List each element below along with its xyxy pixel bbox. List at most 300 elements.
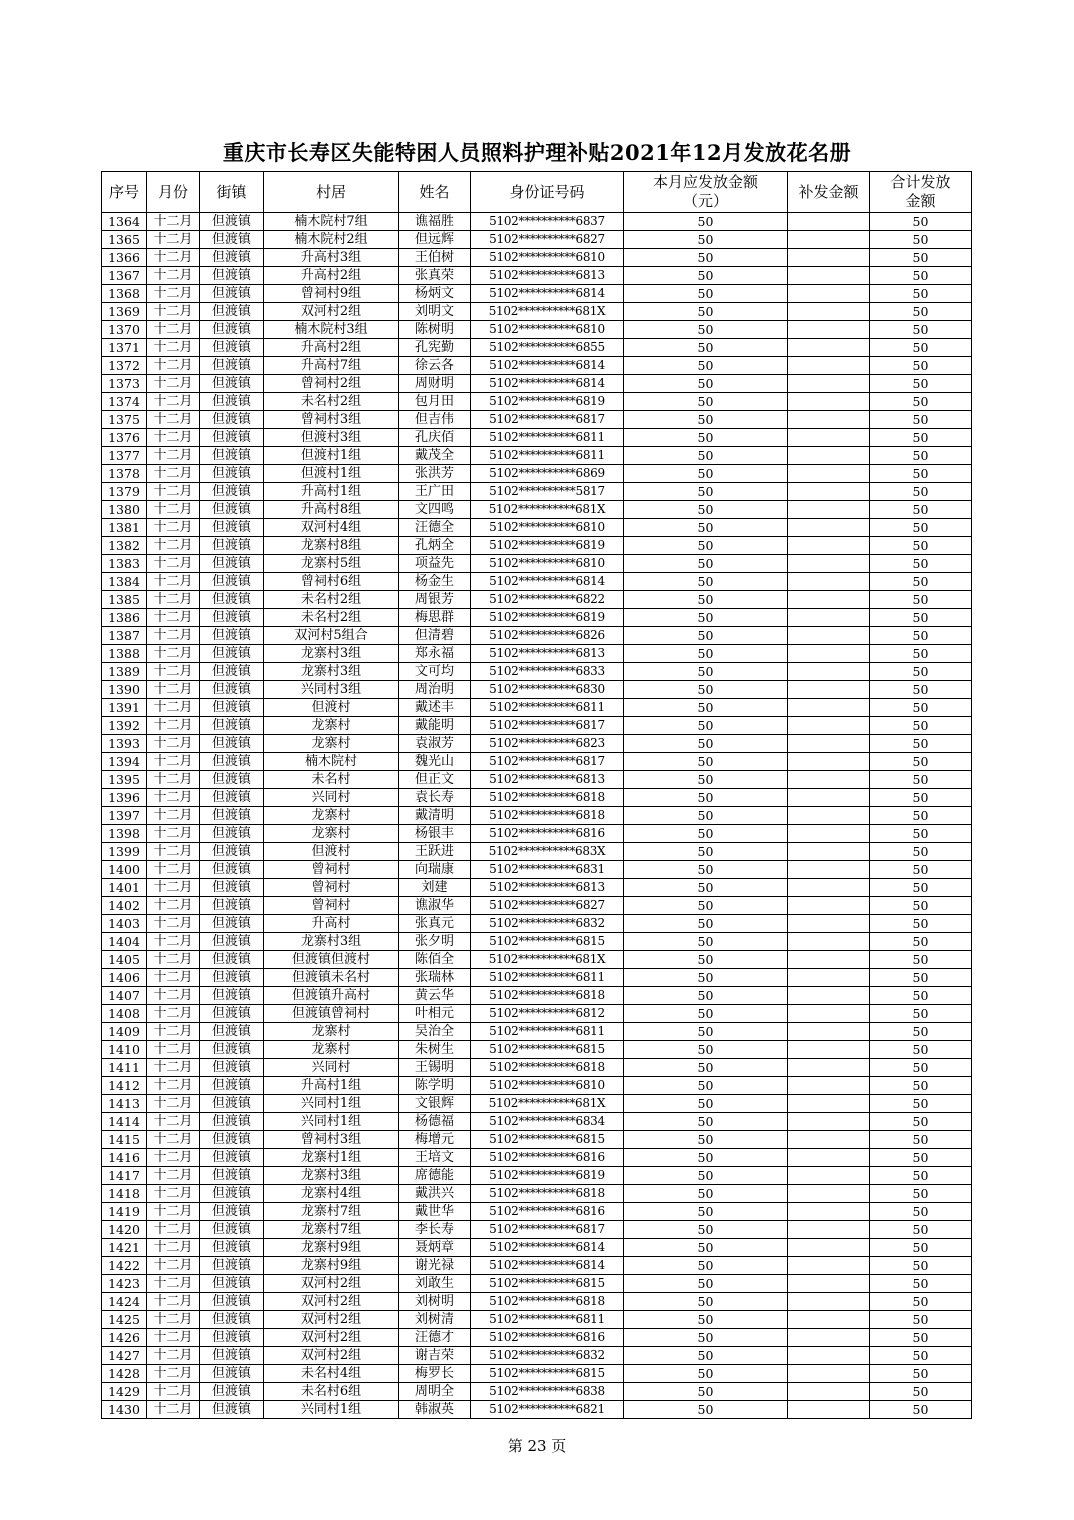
cell-village: 龙寨村 (264, 717, 399, 735)
cell-month: 十二月 (147, 1059, 200, 1077)
cell-id: 5102**********6810 (471, 555, 624, 573)
cell-name: 文四鸣 (399, 501, 471, 519)
cell-id: 5102**********6816 (471, 1149, 624, 1167)
cell-village: 双河村2组 (264, 1293, 399, 1311)
cell-supplement-amount (788, 969, 870, 987)
cell-due-amount: 50 (624, 267, 788, 285)
table-body (102, 213, 972, 1419)
table-row (102, 591, 972, 609)
cell-supplement-amount (788, 555, 870, 573)
cell-town: 但渡镇 (200, 1005, 264, 1023)
cell-name: 但正文 (399, 771, 471, 789)
cell-due-amount: 50 (624, 411, 788, 429)
cell-village: 双河村2组 (264, 1347, 399, 1365)
cell-seq: 1373 (102, 375, 147, 393)
cell-town: 但渡镇 (200, 681, 264, 699)
table-row (102, 933, 972, 951)
cell-name: 韩淑英 (399, 1401, 471, 1419)
cell-id: 5102**********6810 (471, 321, 624, 339)
cell-id: 5102**********6826 (471, 627, 624, 645)
cell-month: 十二月 (147, 1005, 200, 1023)
table-row (102, 267, 972, 285)
cell-name: 谢光禄 (399, 1257, 471, 1275)
cell-month: 十二月 (147, 1383, 200, 1401)
cell-town: 但渡镇 (200, 1365, 264, 1383)
cell-name: 戴茂全 (399, 447, 471, 465)
cell-seq: 1372 (102, 357, 147, 375)
cell-name: 但清碧 (399, 627, 471, 645)
cell-seq: 1364 (102, 213, 147, 231)
cell-name: 张瑞林 (399, 969, 471, 987)
cell-village: 兴同村 (264, 789, 399, 807)
cell-town: 但渡镇 (200, 483, 264, 501)
cell-village: 但渡村 (264, 843, 399, 861)
cell-id: 5102**********6834 (471, 1113, 624, 1131)
cell-village: 龙寨村8组 (264, 537, 399, 555)
cell-due-amount: 50 (624, 249, 788, 267)
cell-due-amount: 50 (624, 1149, 788, 1167)
cell-seq: 1394 (102, 753, 147, 771)
cell-seq: 1412 (102, 1077, 147, 1095)
cell-total-amount: 50 (870, 1311, 972, 1329)
cell-month: 十二月 (147, 1185, 200, 1203)
cell-town: 但渡镇 (200, 969, 264, 987)
cell-total-amount: 50 (870, 1203, 972, 1221)
cell-total-amount: 50 (870, 1005, 972, 1023)
cell-village: 曾祠村 (264, 879, 399, 897)
cell-village: 龙寨村1组 (264, 1149, 399, 1167)
cell-town: 但渡镇 (200, 1329, 264, 1347)
cell-seq: 1378 (102, 465, 147, 483)
cell-village: 升高村1组 (264, 483, 399, 501)
cell-name: 张夕明 (399, 933, 471, 951)
cell-seq: 1414 (102, 1113, 147, 1131)
cell-seq: 1393 (102, 735, 147, 753)
cell-month: 十二月 (147, 645, 200, 663)
cell-seq: 1413 (102, 1095, 147, 1113)
cell-month: 十二月 (147, 573, 200, 591)
table-row (102, 717, 972, 735)
cell-month: 十二月 (147, 267, 200, 285)
cell-village: 龙寨村 (264, 807, 399, 825)
cell-id: 5102**********6813 (471, 645, 624, 663)
cell-month: 十二月 (147, 591, 200, 609)
cell-name: 袁淑芳 (399, 735, 471, 753)
cell-month: 十二月 (147, 429, 200, 447)
cell-month: 十二月 (147, 285, 200, 303)
cell-seq: 1397 (102, 807, 147, 825)
cell-supplement-amount (788, 789, 870, 807)
cell-name: 刘敢生 (399, 1275, 471, 1293)
cell-month: 十二月 (147, 735, 200, 753)
cell-town: 但渡镇 (200, 1239, 264, 1257)
cell-town: 但渡镇 (200, 735, 264, 753)
cell-id: 5102**********6818 (471, 1059, 624, 1077)
cell-village: 双河村2组 (264, 1329, 399, 1347)
cell-supplement-amount (788, 933, 870, 951)
cell-month: 十二月 (147, 1167, 200, 1185)
table-row (102, 825, 972, 843)
cell-id: 5102**********6816 (471, 825, 624, 843)
table-row (102, 303, 972, 321)
cell-total-amount: 50 (870, 1293, 972, 1311)
cell-total-amount: 50 (870, 933, 972, 951)
cell-seq: 1385 (102, 591, 147, 609)
cell-village: 兴同村3组 (264, 681, 399, 699)
table-row (102, 1041, 972, 1059)
cell-supplement-amount (788, 807, 870, 825)
cell-total-amount: 50 (870, 411, 972, 429)
cell-month: 十二月 (147, 717, 200, 735)
cell-seq: 1403 (102, 915, 147, 933)
cell-town: 但渡镇 (200, 429, 264, 447)
cell-month: 十二月 (147, 1203, 200, 1221)
cell-village: 未名村2组 (264, 591, 399, 609)
cell-supplement-amount (788, 1167, 870, 1185)
cell-due-amount: 50 (624, 843, 788, 861)
cell-town: 但渡镇 (200, 465, 264, 483)
cell-due-amount: 50 (624, 1095, 788, 1113)
cell-name: 项益先 (399, 555, 471, 573)
header-total-amount (870, 172, 972, 213)
cell-due-amount: 50 (624, 483, 788, 501)
cell-village: 但渡镇但渡村 (264, 951, 399, 969)
cell-town: 但渡镇 (200, 1167, 264, 1185)
cell-id: 5102**********6833 (471, 663, 624, 681)
cell-month: 十二月 (147, 519, 200, 537)
cell-due-amount: 50 (624, 969, 788, 987)
cell-seq: 1416 (102, 1149, 147, 1167)
cell-town: 但渡镇 (200, 285, 264, 303)
cell-seq: 1400 (102, 861, 147, 879)
cell-name: 陈树明 (399, 321, 471, 339)
table-row (102, 879, 972, 897)
cell-total-amount: 50 (870, 1401, 972, 1419)
cell-name: 梅思群 (399, 609, 471, 627)
cell-supplement-amount (788, 1383, 870, 1401)
table-row (102, 1293, 972, 1311)
cell-supplement-amount (788, 393, 870, 411)
cell-due-amount: 50 (624, 573, 788, 591)
cell-month: 十二月 (147, 1131, 200, 1149)
cell-name: 但远辉 (399, 231, 471, 249)
cell-village: 曾祠村3组 (264, 1131, 399, 1149)
cell-village: 曾祠村 (264, 861, 399, 879)
cell-id: 5102**********6817 (471, 411, 624, 429)
cell-seq: 1425 (102, 1311, 147, 1329)
cell-seq: 1375 (102, 411, 147, 429)
cell-name: 王锡明 (399, 1059, 471, 1077)
cell-name: 王伯树 (399, 249, 471, 267)
header-due-amount (624, 172, 788, 213)
cell-due-amount: 50 (624, 789, 788, 807)
cell-due-amount: 50 (624, 303, 788, 321)
cell-total-amount: 50 (870, 699, 972, 717)
cell-due-amount: 50 (624, 1185, 788, 1203)
cell-due-amount: 50 (624, 951, 788, 969)
cell-town: 但渡镇 (200, 717, 264, 735)
table-row (102, 1221, 972, 1239)
cell-due-amount: 50 (624, 1275, 788, 1293)
cell-town: 但渡镇 (200, 1383, 264, 1401)
cell-village: 未名村4组 (264, 1365, 399, 1383)
cell-due-amount: 50 (624, 663, 788, 681)
cell-town: 但渡镇 (200, 1041, 264, 1059)
cell-village: 龙寨村3组 (264, 933, 399, 951)
table-row (102, 465, 972, 483)
cell-village: 龙寨村 (264, 735, 399, 753)
cell-name: 张真元 (399, 915, 471, 933)
cell-town: 但渡镇 (200, 393, 264, 411)
cell-id: 5102**********683X (471, 843, 624, 861)
cell-total-amount: 50 (870, 573, 972, 591)
cell-total-amount: 50 (870, 771, 972, 789)
cell-month: 十二月 (147, 609, 200, 627)
cell-total-amount: 50 (870, 825, 972, 843)
cell-id: 5102**********6811 (471, 969, 624, 987)
cell-name: 向瑞康 (399, 861, 471, 879)
cell-village: 双河村2组 (264, 1311, 399, 1329)
cell-village: 未名村2组 (264, 609, 399, 627)
cell-id: 5102**********6822 (471, 591, 624, 609)
cell-total-amount: 50 (870, 879, 972, 897)
cell-id: 5102**********5817 (471, 483, 624, 501)
cell-total-amount: 50 (870, 339, 972, 357)
cell-due-amount: 50 (624, 1401, 788, 1419)
table-row (102, 969, 972, 987)
cell-due-amount: 50 (624, 915, 788, 933)
cell-supplement-amount (788, 735, 870, 753)
cell-village: 升高村 (264, 915, 399, 933)
cell-total-amount: 50 (870, 1113, 972, 1131)
cell-due-amount: 50 (624, 1113, 788, 1131)
cell-id: 5102**********6815 (471, 1275, 624, 1293)
cell-supplement-amount (788, 231, 870, 249)
cell-village: 兴同村1组 (264, 1095, 399, 1113)
table-row (102, 483, 972, 501)
page-number: 第 23 页 (507, 1437, 567, 1455)
cell-id: 5102**********6811 (471, 429, 624, 447)
cell-town: 但渡镇 (200, 1293, 264, 1311)
cell-supplement-amount (788, 825, 870, 843)
cell-id: 5102**********6855 (471, 339, 624, 357)
cell-seq: 1368 (102, 285, 147, 303)
cell-month: 十二月 (147, 771, 200, 789)
cell-village: 未名村6组 (264, 1383, 399, 1401)
cell-seq: 1367 (102, 267, 147, 285)
cell-seq: 1407 (102, 987, 147, 1005)
cell-seq: 1395 (102, 771, 147, 789)
cell-supplement-amount (788, 1401, 870, 1419)
cell-id: 5102**********6810 (471, 249, 624, 267)
cell-town: 但渡镇 (200, 789, 264, 807)
cell-id: 5102**********6819 (471, 609, 624, 627)
table-row (102, 357, 972, 375)
cell-village: 升高村8组 (264, 501, 399, 519)
header-town: 街镇 (200, 172, 264, 213)
cell-village: 但渡镇曾祠村 (264, 1005, 399, 1023)
cell-id: 5102**********6816 (471, 1329, 624, 1347)
cell-seq: 1384 (102, 573, 147, 591)
cell-id: 5102**********6827 (471, 897, 624, 915)
cell-town: 但渡镇 (200, 1113, 264, 1131)
cell-due-amount: 50 (624, 897, 788, 915)
cell-id: 5102**********6827 (471, 231, 624, 249)
cell-total-amount: 50 (870, 843, 972, 861)
cell-town: 但渡镇 (200, 537, 264, 555)
table-row (102, 843, 972, 861)
cell-seq: 1424 (102, 1293, 147, 1311)
cell-total-amount: 50 (870, 1347, 972, 1365)
cell-id: 5102**********681X (471, 501, 624, 519)
cell-total-amount: 50 (870, 393, 972, 411)
cell-month: 十二月 (147, 357, 200, 375)
header-id: 身份证号码 (471, 172, 624, 213)
cell-total-amount: 50 (870, 915, 972, 933)
cell-id: 5102**********6812 (471, 1005, 624, 1023)
cell-supplement-amount (788, 303, 870, 321)
cell-month: 十二月 (147, 969, 200, 987)
cell-month: 十二月 (147, 1275, 200, 1293)
cell-name: 戴洪兴 (399, 1185, 471, 1203)
cell-month: 十二月 (147, 321, 200, 339)
cell-village: 兴同村1组 (264, 1113, 399, 1131)
cell-total-amount: 50 (870, 807, 972, 825)
cell-name: 周财明 (399, 375, 471, 393)
cell-town: 但渡镇 (200, 1275, 264, 1293)
cell-supplement-amount (788, 609, 870, 627)
table-row (102, 519, 972, 537)
cell-seq: 1383 (102, 555, 147, 573)
cell-total-amount: 50 (870, 789, 972, 807)
cell-month: 十二月 (147, 501, 200, 519)
cell-total-amount: 50 (870, 753, 972, 771)
cell-seq: 1402 (102, 897, 147, 915)
cell-total-amount: 50 (870, 1077, 972, 1095)
cell-supplement-amount (788, 1275, 870, 1293)
cell-month: 十二月 (147, 213, 200, 231)
cell-supplement-amount (788, 573, 870, 591)
cell-town: 但渡镇 (200, 501, 264, 519)
cell-seq: 1392 (102, 717, 147, 735)
cell-town: 但渡镇 (200, 609, 264, 627)
table-row (102, 897, 972, 915)
cell-seq: 1423 (102, 1275, 147, 1293)
cell-village: 龙寨村5组 (264, 555, 399, 573)
cell-town: 但渡镇 (200, 1095, 264, 1113)
cell-due-amount: 50 (624, 537, 788, 555)
cell-name: 李长寿 (399, 1221, 471, 1239)
cell-village: 升高村3组 (264, 249, 399, 267)
cell-supplement-amount (788, 1113, 870, 1131)
cell-seq: 1406 (102, 969, 147, 987)
cell-month: 十二月 (147, 339, 200, 357)
cell-month: 十二月 (147, 411, 200, 429)
cell-total-amount: 50 (870, 1131, 972, 1149)
cell-total-amount: 50 (870, 897, 972, 915)
cell-total-amount: 50 (870, 1329, 972, 1347)
cell-due-amount: 50 (624, 825, 788, 843)
cell-village: 但渡镇未名村 (264, 969, 399, 987)
cell-village: 兴同村 (264, 1059, 399, 1077)
cell-total-amount: 50 (870, 1257, 972, 1275)
cell-town: 但渡镇 (200, 447, 264, 465)
cell-supplement-amount (788, 1041, 870, 1059)
cell-total-amount: 50 (870, 231, 972, 249)
cell-due-amount: 50 (624, 1365, 788, 1383)
cell-name: 孔宪勤 (399, 339, 471, 357)
cell-seq: 1418 (102, 1185, 147, 1203)
cell-name: 文银辉 (399, 1095, 471, 1113)
cell-month: 十二月 (147, 1023, 200, 1041)
cell-supplement-amount (788, 843, 870, 861)
cell-month: 十二月 (147, 1095, 200, 1113)
cell-name: 汪德全 (399, 519, 471, 537)
cell-total-amount: 50 (870, 681, 972, 699)
cell-name: 王跃进 (399, 843, 471, 861)
cell-name: 聂炳章 (399, 1239, 471, 1257)
cell-village: 双河村2组 (264, 303, 399, 321)
cell-supplement-amount (788, 1365, 870, 1383)
cell-id: 5102**********6811 (471, 1311, 624, 1329)
cell-town: 但渡镇 (200, 807, 264, 825)
cell-name: 张真荣 (399, 267, 471, 285)
cell-due-amount: 50 (624, 933, 788, 951)
cell-id: 5102**********6837 (471, 213, 624, 231)
cell-total-amount: 50 (870, 537, 972, 555)
cell-name: 汪德才 (399, 1329, 471, 1347)
cell-id: 5102**********6819 (471, 1167, 624, 1185)
table-row (102, 555, 972, 573)
cell-town: 但渡镇 (200, 897, 264, 915)
cell-supplement-amount (788, 447, 870, 465)
cell-due-amount: 50 (624, 555, 788, 573)
table-row (102, 285, 972, 303)
cell-name: 刘明文 (399, 303, 471, 321)
cell-seq: 1429 (102, 1383, 147, 1401)
cell-id: 5102**********6817 (471, 1221, 624, 1239)
header-month: 月份 (147, 172, 200, 213)
cell-name: 戴能明 (399, 717, 471, 735)
cell-due-amount: 50 (624, 1023, 788, 1041)
cell-month: 十二月 (147, 753, 200, 771)
cell-due-amount: 50 (624, 771, 788, 789)
cell-due-amount: 50 (624, 321, 788, 339)
table-row (102, 249, 972, 267)
cell-supplement-amount (788, 501, 870, 519)
table-row (102, 735, 972, 753)
table-row (102, 213, 972, 231)
cell-supplement-amount (788, 375, 870, 393)
cell-seq: 1382 (102, 537, 147, 555)
table-row (102, 393, 972, 411)
cell-id: 5102**********6811 (471, 447, 624, 465)
cell-town: 但渡镇 (200, 1401, 264, 1419)
cell-village: 龙寨村3组 (264, 1167, 399, 1185)
cell-month: 十二月 (147, 465, 200, 483)
table-row (102, 699, 972, 717)
cell-town: 但渡镇 (200, 627, 264, 645)
cell-due-amount: 50 (624, 591, 788, 609)
cell-village: 未名村2组 (264, 393, 399, 411)
cell-total-amount: 50 (870, 1041, 972, 1059)
cell-town: 但渡镇 (200, 1059, 264, 1077)
cell-supplement-amount (788, 1023, 870, 1041)
cell-month: 十二月 (147, 1113, 200, 1131)
table-row (102, 987, 972, 1005)
cell-village: 楠木院村3组 (264, 321, 399, 339)
cell-month: 十二月 (147, 951, 200, 969)
